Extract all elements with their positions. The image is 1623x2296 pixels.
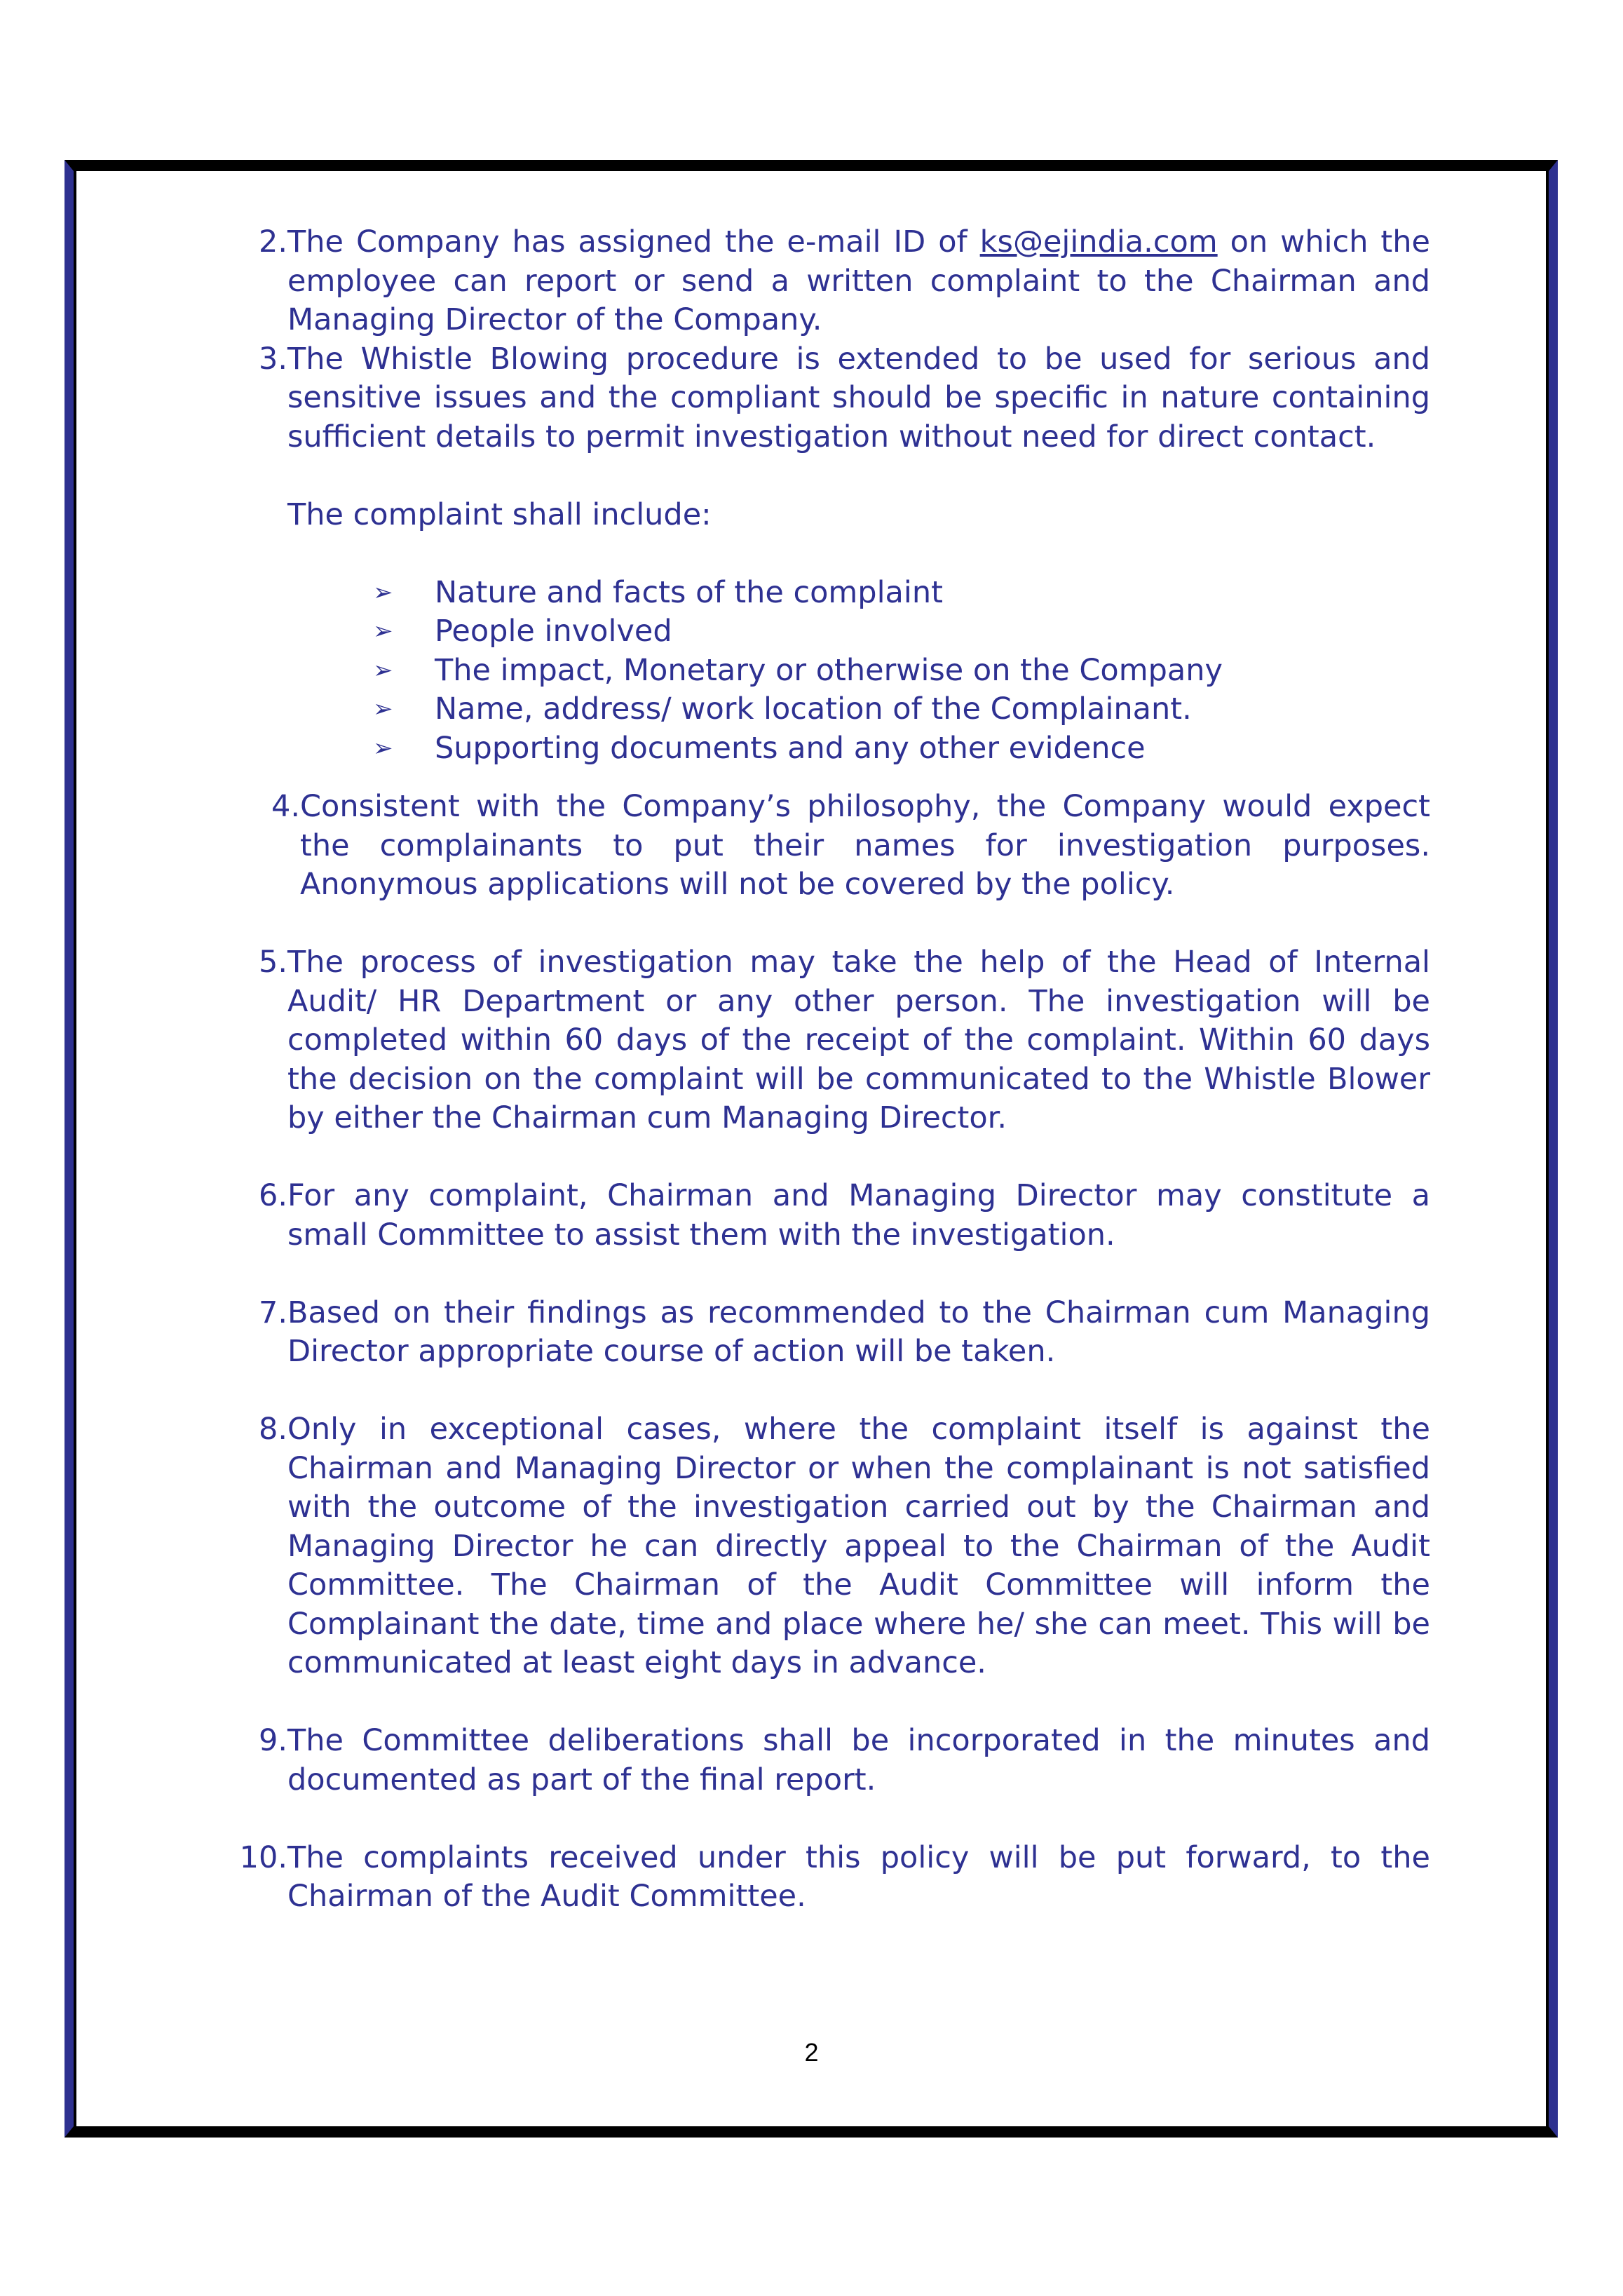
item-number: 2. [258, 224, 287, 259]
item-text: For any complaint, Chairman and Managing Director may constitute a small Committee to assist them with the investigation. [287, 1178, 1430, 1252]
item-number: 4. [271, 789, 300, 824]
item-text: The process of investigation may take the help of the Head of Internal Audit/ HR Department or any other person. The investigation will be completed within 60 days of the receipt of the complaint. Within 60 days the decision on the complaint will be communicated to the Whistle Blower by either the Chairman cum Managing Director. [287, 945, 1430, 1135]
email-link[interactable]: ks@ejindia.com [979, 224, 1218, 259]
complaint-intro: The complaint shall include: [287, 497, 712, 532]
item-text: The Committee deliberations shall be incorporated in the minutes and documented as part of the final report. [287, 1723, 1430, 1797]
arrow-bullet-icon: ➢ [373, 695, 393, 723]
arrow-bullet-icon: ➢ [373, 656, 393, 684]
arrow-bullet-icon: ➢ [373, 617, 393, 645]
list-item-4 [238, 788, 1430, 905]
list-item-10 [238, 1839, 1430, 1917]
complaint-requirements-list [238, 574, 1430, 769]
item-text: The complaints received under this policy will be put forward, to the Chairman of the Audit Committee. [287, 1839, 1430, 1914]
bullet-item: ➢ People involved [373, 612, 1430, 651]
list-item-8 [238, 1410, 1430, 1683]
item-text: The Whistle Blowing procedure is extended to be used for serious and sensitive issues and the compliant should be specific in nature containing sufficient details to permit investigation without need for direct contact. [287, 341, 1430, 454]
bullet-item: ➢ Nature and facts of the complaint [373, 574, 1430, 613]
item-text: Consistent with the Company’s philosophy, the Company would expect the complainants to put their names for investigation purposes. Anonymous applications will not be covered by the policy. [300, 789, 1430, 902]
item-number: 10. [239, 1839, 287, 1875]
list-item-9 [238, 1722, 1430, 1799]
list-item-2 [224, 223, 1430, 340]
list-item-5 [238, 943, 1430, 1138]
item-text: Based on their findings as recommended to the Chairman cum Managing Director appropriate course of action will be taken. [287, 1295, 1430, 1369]
item-number: 6. [258, 1178, 287, 1213]
arrow-bullet-icon: ➢ [373, 578, 393, 607]
page-number: 2 [804, 2038, 819, 2067]
list-item-3 [238, 340, 1430, 457]
item-number: 5. [258, 945, 287, 980]
item-number: 9. [258, 1723, 287, 1758]
arrow-bullet-icon: ➢ [373, 734, 393, 762]
document-body [238, 223, 1430, 1917]
list-item-6 [238, 1177, 1430, 1255]
list-item-7 [238, 1294, 1430, 1372]
bullet-item: ➢ The impact, Monetary or otherwise on the Company [373, 651, 1430, 691]
item-number: 3. [258, 341, 287, 377]
item-text: Only in exceptional cases, where the complaint itself is against the Chairman and Managing Director or when the complainant is not satisfied with the outcome of the investigation carried out by the Chairman and Managing Director he can directly appeal to the Chairman of the Audit Committee. The Chairman of the Audit Committee will inform the Complainant the date, time and place where he/ she can meet. This will be communicated at least eight days in advance. [287, 1412, 1430, 1680]
item-number: 7. [258, 1295, 287, 1330]
bullet-item: ➢ Name, address/ work location of the Complainant. [373, 690, 1430, 729]
bullet-item: ➢ Supporting documents and any other evidence [373, 729, 1430, 769]
item-text: The Company has assigned the e-mail ID of ks@ejindia.com on which the employee can report or send a written complaint to the Chairman and Managing Director of the Company. [287, 224, 1430, 337]
item-number: 8. [258, 1412, 287, 1447]
